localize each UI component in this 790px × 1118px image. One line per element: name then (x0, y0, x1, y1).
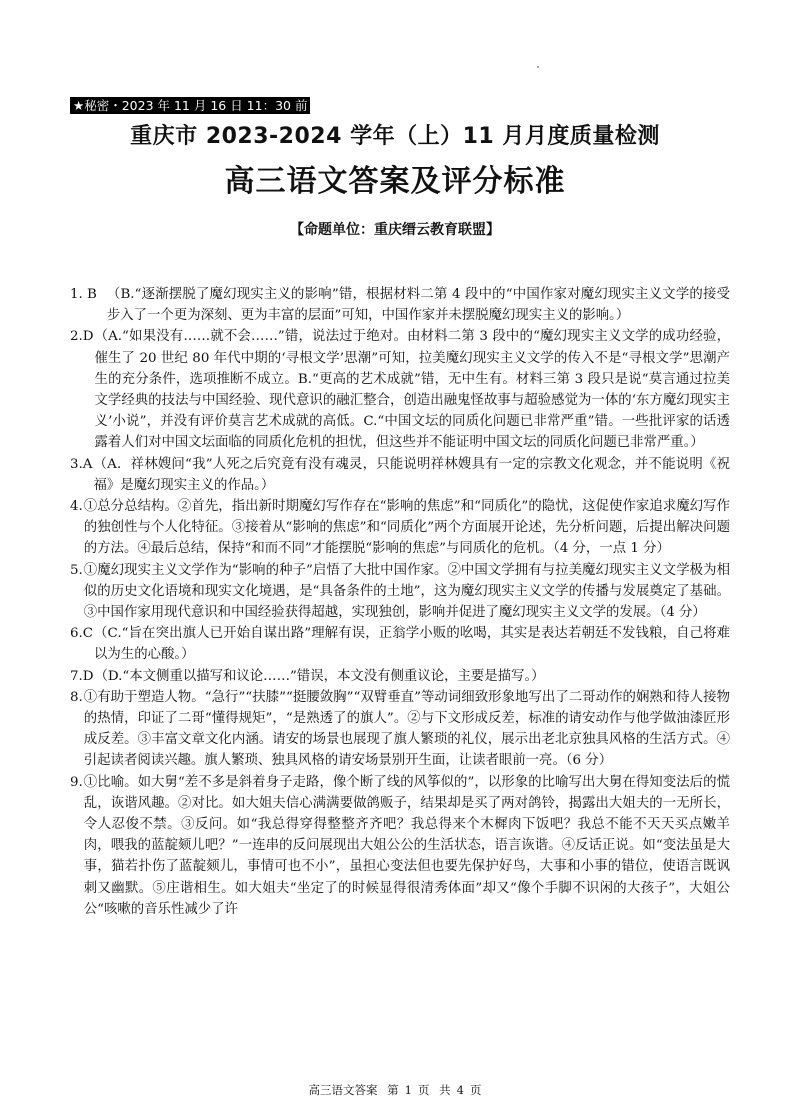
confidential-label: ★秘密・2023 年 11 月 16 日 11：30 前 (70, 97, 310, 114)
page-footer (0, 1082, 790, 1098)
answer-item (70, 284, 730, 326)
answer-text: （D.“本文侧重以描写和议论……”错误，本文没有侧重议论，主要是描写。） (94, 668, 545, 684)
answer-number: 9. (70, 774, 83, 790)
scan-speck (537, 66, 539, 68)
answer-number: 2.D (70, 329, 94, 345)
footer-page-prefix: 第 (387, 1083, 399, 1097)
answer-number: 3.A (70, 456, 93, 472)
answer-text: ①有助于塑造人物。“急行”“扶膝”“挺腰敛胸”“双臂垂直”等动词细致形象地写出了二哥动作的娴熟和待人接物的热情，印证了二哥“懂得规矩”，“是熟透了的旗人”。②与下文形成反差，标准的请安动作与他学做油漆匠形成反差。③丰富文章文化内涵。请安的场景也展现了旗人繁琐的礼仪，展示出老北京独具风格的生活方式。④引起读者阅读兴趣。旗人繁琐、独具风格的请安场景别开生面，让读者眼前一亮。（6 分） (83, 689, 730, 769)
footer-page-number: 1 (404, 1083, 412, 1097)
footer-total-prefix: 共 (439, 1083, 451, 1097)
answer-text: ①魔幻现实主义文学作为“影响的种子”启悟了大批中国作家。②中国文学拥有与拉美魔幻现实主义文学极为相似的历史文化语境和现实文化境遇，是“具备条件的土地”，这为魔幻现实主义文学的传播与发展奠定了基础。③中国作家用现代意识和中国经验获得超越，实现独创，影响并促进了魔幻现实主义文学的发展。（4 分） (83, 562, 730, 621)
answer-text: ①总分总结构。②首先，指出新时期魔幻写作存在“影响的焦虑”和“同质化”的隐忧，这促使作家追求魔幻写作的独创性与个人化特征。③接着从“影响的焦虑”和“同质化”两个方面展开论述，先分析问题，后提出解决问题的方法。④最后总结，保持“和而不同”才能摆脱“影响的焦虑”与同质化的危机。（4 分，一点 1 分） (83, 499, 730, 557)
answer-text: （C.“旨在突出旗人已开始自谋出路”理解有误，正翁学小贩的吆喝，其实是表达若朝廷不发钱粮，自己将难以为生的心酸。） (94, 626, 730, 663)
footer-total-suffix: 页 (469, 1083, 482, 1097)
answer-item (70, 623, 730, 665)
footer-page-suffix: 页 (418, 1083, 430, 1097)
answer-item (70, 687, 730, 772)
answer-item (70, 454, 730, 496)
answer-text: （B.“逐渐摆脱了魔幻现实主义的影响”错，根据材料二第 4 段中的“中国作家对魔幻现实主义文学的接受步入了一个更为深刻、更为丰富的层面”可知，中国作家并未摆脱魔幻现实主义的影响。） (106, 287, 730, 324)
answer-number: 4. (70, 499, 83, 515)
exam-title: 重庆市 2023-2024 学年（上）11 月月度质量检测 (130, 124, 660, 149)
answer-number: 7.D (70, 668, 94, 684)
document-title: 高三语文答案及评分标准 (224, 164, 566, 199)
answer-item (70, 326, 730, 453)
author-unit: 【命题单位：重庆缙云教育联盟】 (290, 222, 500, 238)
answer-text: （A．祥林嫂问“我”人死之后究竟有没有魂灵，只能说明祥林嫂具有一定的宗教文化观念，并不能说明《祝福》是魔幻现实主义的作品。） (93, 456, 730, 493)
answer-text: ①比喻。如大舅“差不多是斜着身子走路，像个断了线的风筝似的”，以形象的比喻写出大舅在得知变法后的慌乱，诙谐风趣。②对比。如大姐夫信心满满要做鸽贩子，结果却是买了两对鸽铃，揭露出大姐夫的一无所长，令人忍俊不禁。③反问。如“我总得穿得整整齐齐吧？我总得来个木樨肉下饭吧？我总不能不天天买点嫩羊肉，喂我的蓝靛颏儿吧？”一连串的反问展现出大姐公公的生活状态，语言诙谐。④反话正说。如“变法虽是大事，猫若扑伤了蓝靛颏儿，事情可也不小”，虽担心变法但也要先保护好鸟，大事和小事的错位，使语言既讽刺又幽默。⑤庄谐相生。如大姐夫“坐定了的时候显得很清秀体面”却又“像个手脚不识闲的大孩子”，大姐公公“咳嗽的音乐性减少了许 (83, 774, 730, 917)
answer-item (70, 772, 730, 920)
answer-list (70, 284, 730, 920)
answer-number: 8. (70, 689, 83, 705)
footer-label: 高三语文答案 (308, 1083, 378, 1097)
answer-number: 6.C (70, 626, 94, 642)
answer-item (70, 560, 730, 624)
answer-item (70, 496, 730, 560)
answer-item (70, 666, 730, 687)
footer-total-pages: 4 (456, 1083, 464, 1097)
answer-number: 1. B (70, 287, 97, 302)
answer-text: （A.“如果没有……就不会……”错，说法过于绝对。由材料二第 3 段中的“魔幻现实主义文学的成功经验，催生了 20 世纪 80 年代中期的‘寻根文学’思潮”可知，拉美魔幻现实主义文学的传入不是“寻根文学”思潮产生的充分条件，选项推断不成立。B.“更高的艺术成就”错，无中生有。材料三第 3 段只是说“莫言通过拉美文学经典的技法与中国经验、现代意识的融汇整合，创造出融鬼怪故事与超验感觉为一体的‘东方魔幻现实主义’小说”，并没有评价莫言艺术成就的高低。C.“中国文坛的同质化问题已非常严重”错。一些批评家的话透露着人们对中国文坛面临的同质化危机的担忧，但这些并不能证明中国文坛的同质化问题已非常严重。） (94, 329, 730, 451)
answer-number: 5. (70, 562, 83, 578)
